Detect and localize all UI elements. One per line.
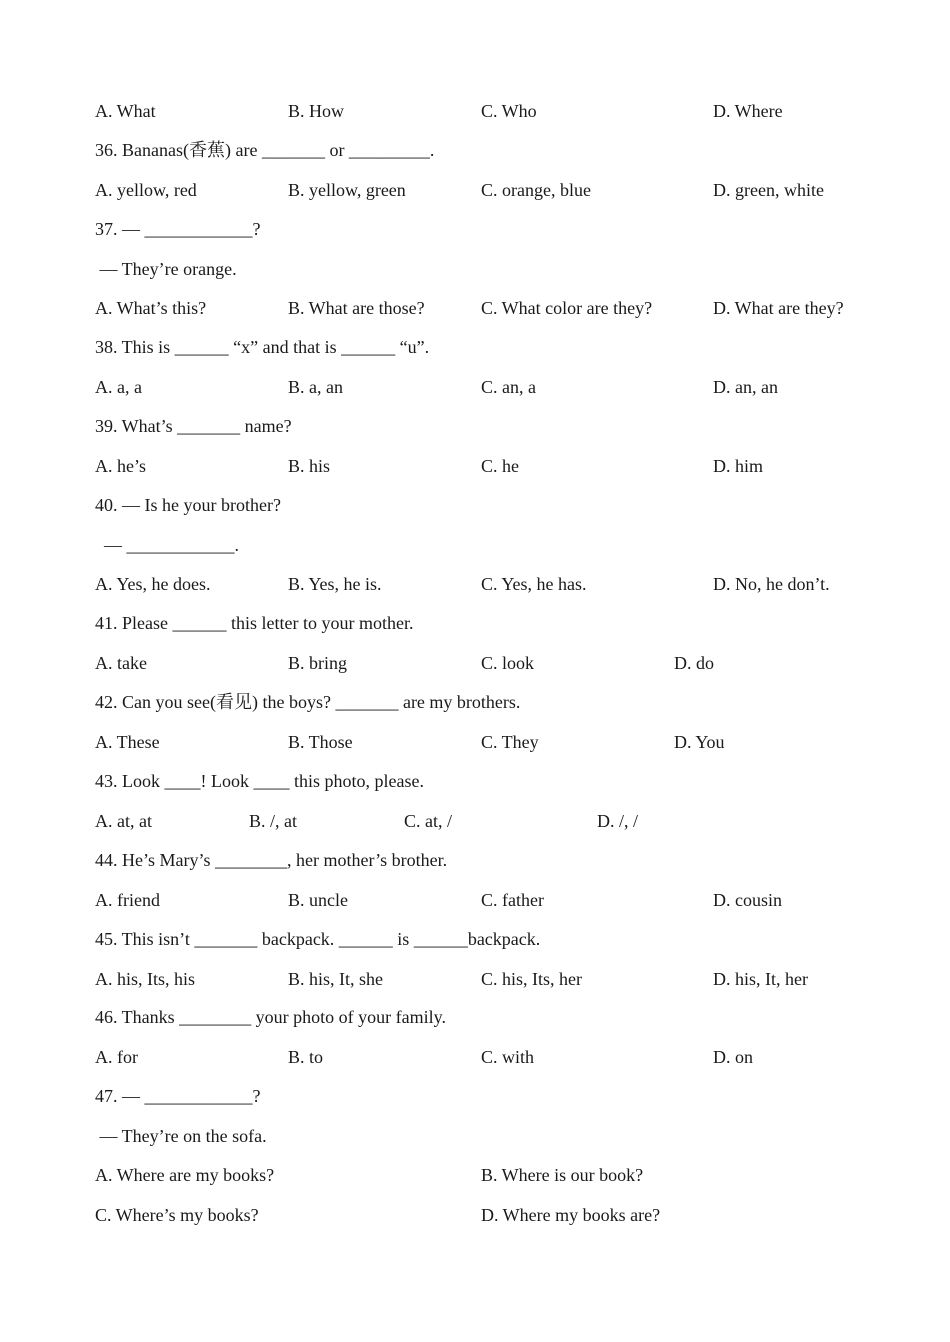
q46-option-b: B. to [288,1047,324,1067]
q44-option-d: D. cousin [713,890,782,910]
q37-reply: — They’re orange. [95,259,237,279]
q42-option-d: D. You [674,732,725,752]
q47-option-d: D. Where my books are? [481,1205,661,1225]
q47-option-b: B. Where is our book? [481,1165,644,1185]
q36-option-d: D. green, white [713,180,824,200]
q36-stem: 36. Bananas(香蕉) are _______ or _________. [95,140,435,160]
q39-stem: 39. What’s _______ name? [95,416,292,436]
q35-option-c: C. Who [481,101,537,121]
q46-option-d: D. on [713,1047,753,1067]
q47-reply: — They’re on the sofa. [95,1126,267,1146]
q43-option-b: B. /, at [249,811,297,831]
q40-option-d: D. No, he don’t. [713,574,830,594]
q42-stem: 42. Can you see(看见) the boys? _______ are my brothers. [95,692,521,712]
q46-option-c: C. with [481,1047,535,1067]
q35-option-d: D. Where [713,101,783,121]
q35-option-b: B. How [288,101,345,121]
q44-stem: 44. He’s Mary’s ________, her mother’s brother. [95,850,448,870]
q42-option-b: B. Those [288,732,353,752]
q40-option-a: A. Yes, he does. [95,574,211,594]
q37-option-b: B. What are those? [288,298,425,318]
q40-reply: — ____________. [95,535,239,555]
q46-stem: 46. Thanks ________ your photo of your family. [95,1007,446,1027]
q41-option-a: A. take [95,653,147,673]
q41-stem: 41. Please ______ this letter to your mother. [95,613,414,633]
q38-option-d: D. an, an [713,377,778,397]
q45-option-b: B. his, It, she [288,969,384,989]
q38-option-a: A. a, a [95,377,142,397]
q45-option-d: D. his, It, her [713,969,808,989]
q45-stem: 45. This isn’t _______ backpack. ______ is ______backpack. [95,929,541,949]
q47-option-c: C. Where’s my books? [95,1205,259,1225]
q39-option-b: B. his [288,456,331,476]
q41-option-c: C. look [481,653,535,673]
q43-option-d: D. /, / [597,811,639,831]
q37-stem: 37. — ____________? [95,219,261,239]
q44-option-b: B. uncle [288,890,348,910]
q41-option-b: B. bring [288,653,348,673]
q43-option-c: C. at, / [404,811,452,831]
q39-option-d: D. him [713,456,764,476]
q36-option-a: A. yellow, red [95,180,197,200]
q37-option-d: D. What are they? [713,298,844,318]
q43-option-a: A. at, at [95,811,152,831]
q40-option-b: B. Yes, he is. [288,574,382,594]
q37-option-c: C. What color are they? [481,298,653,318]
q38-option-c: C. an, a [481,377,536,397]
q47-option-a: A. Where are my books? [95,1165,275,1185]
q40-option-c: C. Yes, he has. [481,574,587,594]
q45-option-c: C. his, Its, her [481,969,582,989]
q39-option-a: A. he’s [95,456,146,476]
q39-option-c: C. he [481,456,519,476]
q35-option-a: A. What [95,101,156,121]
q42-option-c: C. They [481,732,539,752]
q40-stem: 40. — Is he your brother? [95,495,281,515]
q45-option-a: A. his, Its, his [95,969,196,989]
q47-stem: 47. — ____________? [95,1086,261,1106]
q46-option-a: A. for [95,1047,138,1067]
q41-option-d: D. do [674,653,714,673]
q44-option-a: A. friend [95,890,160,910]
q44-option-c: C. father [481,890,544,910]
q36-option-c: C. orange, blue [481,180,591,200]
q37-option-a: A. What’s this? [95,298,207,318]
q43-stem: 43. Look ____! Look ____ this photo, please. [95,771,424,791]
q42-option-a: A. These [95,732,160,752]
q36-option-b: B. yellow, green [288,180,406,200]
q38-stem: 38. This is ______ “x” and that is ______ “u”. [95,337,430,357]
q38-option-b: B. a, an [288,377,343,397]
